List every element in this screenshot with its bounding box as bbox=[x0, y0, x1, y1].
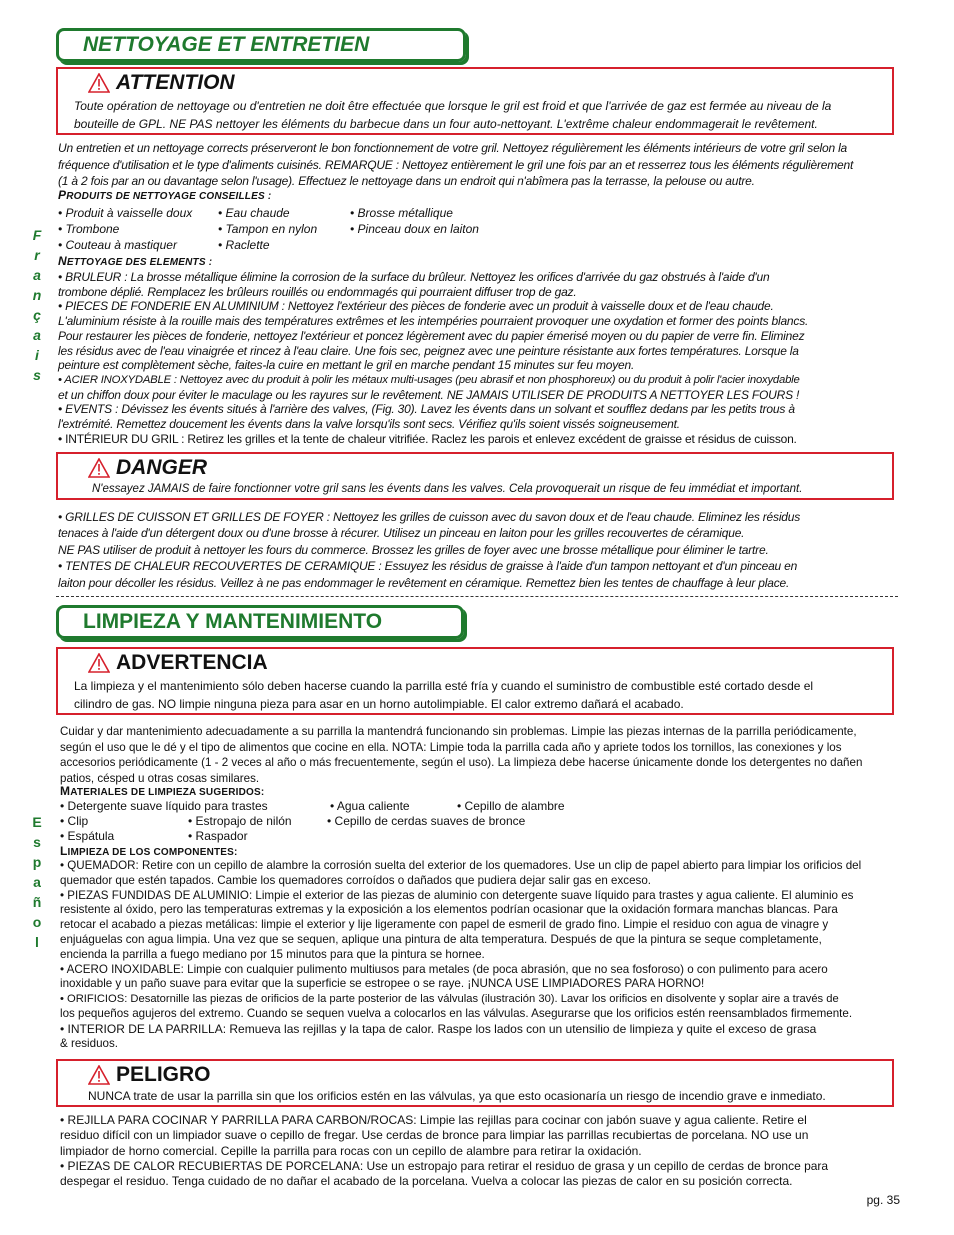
es-rejillas bbox=[60, 1113, 902, 1189]
fr-intro-line: Un entretien et un nettoyage corrects préserveront le bon fonctionnement de votre gril. Nettoyez régulièrement les éléments intérieurs de votre gril selon la bbox=[58, 141, 848, 155]
es-rejillas-line: residuo difícil con un limpiador suave o cepillo de fregar. Use cerdas de bronce para limpiar las parrillas recubiertas de porcelana. NO use un bbox=[60, 1128, 809, 1143]
fr-grilles-line: • GRILLES DE CUISSON ET GRILLES DE FOYER : Nettoyez les grilles de cuisson avec du savon doux et de l'eau chaude. Eliminez les résidus bbox=[58, 510, 801, 524]
page-number: pg. 35 bbox=[866, 1193, 900, 1207]
fr-grilles-line: NE PAS utiliser de produit à nettoyer les fours du commerce. Brossez les grilles de foyer avec une brosse métallique pour éliminer le tartre. bbox=[58, 542, 769, 557]
es-components-heading: LIMPIEZA DE LOS COMPONENTES: bbox=[60, 844, 238, 858]
warning-triangle-icon bbox=[88, 73, 110, 93]
fr-elements-line: • ACIER INOXYDABLE : Nettoyez avec du produit à polir les métaux multi-usages (peu abrasif et non phosphoreux) ou du produit à polir l'acier inoxydable bbox=[58, 373, 800, 386]
fr-intro-line: fréquence d'utilisation et le type d'aliments cuisinés. REMARQUE : Nettoyez entièrement le gril une fois par an et resserrez tous les éléments régulièrement bbox=[58, 157, 854, 172]
section-title-es: LIMPIEZA Y MANTENIMIENTO bbox=[56, 605, 464, 639]
es-components-line: retocar el acabado a piezas metálicas: limpie el exterior y lije ligeramente con papel de esmeril de grado fino. Limpie el residuo con agua de vinagre y bbox=[60, 918, 829, 932]
es-components-line: resistente al óxido, pero las temperaturas extremas y la exposición a los elementos podrían ocasionar que la oxidación formara manchas blancas. Para bbox=[60, 903, 838, 917]
es-intro-line: según el uso que le dé y el tipo de alimentos que cocine en ella. NOTA: Limpie toda la parrilla cada año y apriete todos los tornillos, las conexiones y los bbox=[60, 740, 842, 754]
es-materials-list bbox=[60, 799, 660, 845]
advertencia-line: La limpieza y el mantenimiento sólo deben hacerse cuando la parrilla esté fría y cuando el suministro de combustible esté cortado desde el bbox=[74, 679, 814, 693]
list-item: • Detergente suave líquido para trastes bbox=[60, 799, 268, 813]
advertencia-box bbox=[56, 647, 894, 715]
es-components-line: • INTERIOR DE LA PARRILLA: Remueva las rejillas y la tapa de calor. Raspe los lados con un utensilio de limpieza y quite el exceso de grasa bbox=[60, 1021, 817, 1036]
es-intro-line: patios, césped u otras cosas similares. bbox=[60, 771, 260, 785]
es-rejillas-line: • REJILLA PARA COCINAR Y PARRILLA PARA CARBON/ROCAS: Limpie las rejillas para cocinar con jabón suave y agua caliente. Retire el bbox=[60, 1113, 807, 1127]
list-item: • Cepillo de cerdas suaves de bronce bbox=[327, 814, 526, 828]
list-item: • Raclette bbox=[218, 238, 270, 252]
es-components-line: los pequeños agujeros del extremo. Cuando se sequen vuelva a colocarlos en las válvulas. Asegurarse que los orificios estén reensamblados firmemente. bbox=[60, 1006, 853, 1020]
list-item: • Pinceau doux en laiton bbox=[350, 222, 479, 236]
fr-intro-line: (1 à 2 fois par an ou davantage selon l'usage). Effectuez le nettoyage dans un endroit qui n'abîmera pas la terrasse, la pelouse ou autre. bbox=[58, 174, 755, 188]
fr-elements-line: les résidus avec de l'eau vinaigrée et rincez à l'eau claire. Une fois sec, peignez avec une peinture résistante aux fortes températures. Lorsque la bbox=[58, 343, 799, 358]
list-item: • Brosse métallique bbox=[350, 206, 453, 220]
es-components-line: • ACERO INOXIDABLE: Limpie con cualquier pulimento multiusos para metales (de poca abrasión, que no sea fosforoso) o con pulimento para acero bbox=[60, 962, 828, 976]
advertencia-line: cilindro de gas. NO limpie ninguna pieza para asar en un horno autolimpiable. El calor extremo dañará el acabado. bbox=[74, 697, 684, 711]
fr-elements-line: L'aluminium résiste à la rouille mais des températures extrêmes et les intempéries pourraient provoquer une oxydation et former des points blancs. bbox=[58, 314, 809, 329]
attention-box bbox=[56, 67, 894, 135]
list-item: • Agua caliente bbox=[330, 799, 410, 813]
list-item: • Clip bbox=[60, 814, 89, 828]
fr-elements-line: et un chiffon doux pour éviter le maculage ou les rayures sur le revêtement. NE JAMAIS UTILISER DE PRODUITS A NETTOYER LES FOURS ! bbox=[58, 387, 800, 402]
warning-triangle-icon bbox=[88, 653, 110, 673]
fr-products-list bbox=[58, 205, 658, 253]
fr-grilles-line: • TENTES DE CHALEUR RECOUVERTES DE CERAMIQUE : Essuyez les résidus de graisse à l'aide d'un tampon nettoyant et d'un pinceau en bbox=[58, 559, 798, 574]
list-item: • Raspador bbox=[188, 829, 248, 843]
fr-elements bbox=[58, 270, 900, 446]
fr-elements-line: • PIECES DE FONDERIE EN ALUMINIUM : Nettoyez l'extérieur des pièces de fonderie avec un produit à vaisselle doux et de l'eau chaude. bbox=[58, 299, 774, 314]
advertencia-heading bbox=[88, 651, 268, 675]
fr-elements-line: • INTÉRIEUR DU GRIL : Retirez les grilles et la tente de chaleur vitrifiée. Raclez les parois et enlevez excédent de graisse et résidus de cuisson. bbox=[58, 431, 797, 446]
peligro-heading bbox=[88, 1063, 211, 1087]
danger-box bbox=[56, 452, 894, 500]
attention-text bbox=[74, 97, 884, 133]
section-divider bbox=[56, 596, 898, 597]
attention-heading bbox=[88, 71, 235, 95]
es-intro-line: accesorios periódicamente (1 - 2 veces al año o más frecuentemente, según el uso). La limpieza debe hacerse únicamente donde los detergentes no dañen bbox=[60, 756, 863, 769]
sidebar-espanol: E s p a ñ o l bbox=[32, 814, 42, 950]
list-item: • Tampon en nylon bbox=[218, 222, 318, 236]
sidebar-francais: F r a n ç a i s bbox=[32, 227, 42, 383]
list-item: • Produit à vaisselle doux bbox=[58, 206, 193, 220]
peligro-box bbox=[56, 1059, 894, 1107]
warning-triangle-icon bbox=[88, 1065, 110, 1085]
fr-elements-line: trombone déplié. Remplacez les brûleurs rouillés ou endommagés qui pourraient diffuser trop de gaz. bbox=[58, 284, 577, 299]
fr-intro bbox=[58, 140, 898, 190]
es-components-line: quemador que estén tapados. Cambie los quemadores corroídos o dañados que pudiera dejar salir gas en exceso. bbox=[60, 873, 652, 887]
fr-grilles-line: laiton pour décoller les résidus. Veillez à ne pas endommager le revêtement en céramique. Remettez bien les tentes de chauffage à leur place. bbox=[58, 575, 790, 590]
peligro-heading-text: PELIGRO bbox=[116, 1063, 211, 1086]
attention-heading-text: ATTENTION bbox=[116, 71, 235, 94]
es-components bbox=[60, 859, 902, 1051]
attention-line: Toute opération de nettoyage ou d'entretien ne doit être effectuée que lorsque le gril est froid et que l'arrivée de gaz est fermée au niveau de la bbox=[74, 99, 832, 113]
danger-text: N'essayez JAMAIS de faire fonctionner votre gril sans les évents dans les valves. Cela provoquerait un risque de feu immédiat et important. bbox=[92, 483, 803, 495]
advertencia-heading-text: ADVERTENCIA bbox=[116, 651, 268, 674]
danger-heading-text: DANGER bbox=[116, 456, 208, 479]
es-rejillas-line: limpiador de horno comercial. Cepille la parrilla para rocas con un cepillo de alambre para retirar la oxidación. bbox=[60, 1143, 642, 1158]
list-item: • Cepillo de alambre bbox=[457, 799, 565, 813]
es-components-line: encienda la parrilla a fuego mediano por 15 minutos para que la pintura se hornee. bbox=[60, 947, 485, 961]
es-components-line: enjuáguelas con agua limpia. Una vez que se sequen, aplique una pintura de alta temperatura. Después de que la pintura se seque completamente, bbox=[60, 932, 822, 946]
danger-heading bbox=[88, 456, 207, 480]
es-components-line: • QUEMADOR: Retire con un cepillo de alambre la corrosión suelta del exterior de los quemadores. Use un clip de papel abierto para limpiar los orificios del bbox=[60, 859, 862, 872]
es-components-line: • PIEZAS FUNDIDAS DE ALUMINIO: Limpie el exterior de las piezas de aluminio con detergente suave líquido para trastes y agua caliente. El aluminio es bbox=[60, 888, 854, 902]
list-item: • Couteau à mastiquer bbox=[58, 238, 177, 252]
warning-triangle-icon bbox=[88, 458, 110, 478]
attention-line: bouteille de GPL. NE PAS nettoyer les éléments du barbecue dans un four auto-nettoyant. L'extrême chaleur endommagerait le revêtement. bbox=[74, 117, 818, 131]
es-components-line: & residuos. bbox=[60, 1036, 118, 1050]
es-intro-line: Cuidar y dar mantenimiento adecuadamente a su parrilla la mantendrá funcionando sin problemas. Limpie las piezas internas de la parrilla periódicamente, bbox=[60, 725, 857, 738]
section-title-fr: NETTOYAGE ET ENTRETIEN bbox=[56, 28, 466, 62]
es-rejillas-line: • PIEZAS DE CALOR RECUBIERTAS DE PORCELANA: Use un estropajo para retirar el residuo de grasa y un cepillo de cerdas de bronce para bbox=[60, 1158, 829, 1173]
es-components-line: inoxidable y un paño suave para evitar que la superficie se estropee o se raye. ¡NUNCA USE LIMPIADORES PARA HORNO! bbox=[60, 977, 705, 991]
es-rejillas-line: despegar el residuo. Tenga cuidado de no dañar el acabado de la porcelana. Vuelva a colocar las piezas de calor en su posición correcta. bbox=[60, 1174, 793, 1189]
fr-products-heading: PRODUITS DE NETTOYAGE CONSEILLES : bbox=[58, 188, 272, 202]
list-item: • Trombone bbox=[58, 222, 120, 236]
advertencia-text bbox=[74, 677, 884, 713]
list-item: • Espátula bbox=[60, 829, 115, 843]
fr-elements-line: peinture est complètement sèche, faites-la cuire en mettant le gril en marche pendant 15 minutes sur feu moyen. bbox=[58, 358, 635, 373]
fr-grilles bbox=[58, 509, 900, 591]
es-intro bbox=[60, 724, 900, 786]
fr-grilles-line: tenaces à l'aide d'un détergent doux ou d'une brosse à récurer. Utilisez un pinceau en laiton pour les grilles recouvertes de céramique. bbox=[58, 526, 745, 541]
fr-elements-line: • EVENTS : Dévissez les évents situés à l'arrière des valves, (Fig. 30). Lavez les évents dans un solvant et soufflez dedans par les petits trous à bbox=[58, 402, 795, 417]
es-components-line: • ORIFICIOS: Desatornille las piezas de orificios de la parte posterior de las válvulas (ilustración 30). Lavar los orificios en disolvente y soplar aire a través de bbox=[60, 993, 839, 1006]
es-materials-heading: MATERIALES DE LIMPIEZA SUGERIDOS: bbox=[60, 784, 265, 798]
fr-elements-line: Pour restaurer les pièces de fonderie, nettoyez l'extérieur et poncez légèrement avec du papier émerisé moyen ou du papier de verre fin. Eliminez bbox=[58, 328, 805, 343]
list-item: • Eau chaude bbox=[218, 206, 290, 220]
list-item: • Estropajo de nilón bbox=[188, 814, 292, 828]
fr-elements-line: • BRULEUR : La brosse métallique élimine la corrosion de la surface du brûleur. Nettoyez les orifices d'arrivée du gaz obstrués à l'aide d'un bbox=[58, 270, 770, 284]
peligro-text: NUNCA trate de usar la parrilla sin que los orificios estén en las válvulas, ya que esto ocasionaría un riesgo de incendio grave e inmediato. bbox=[88, 1089, 826, 1103]
fr-elements-line: l'extrémité. Remettez doucement les évents dans la valve lorsqu'ils sont secs. Vérifiez qu'ils soient vissés soigneusement. bbox=[58, 417, 680, 432]
fr-elements-heading: NETTOYAGE DES ELEMENTS : bbox=[58, 254, 213, 268]
